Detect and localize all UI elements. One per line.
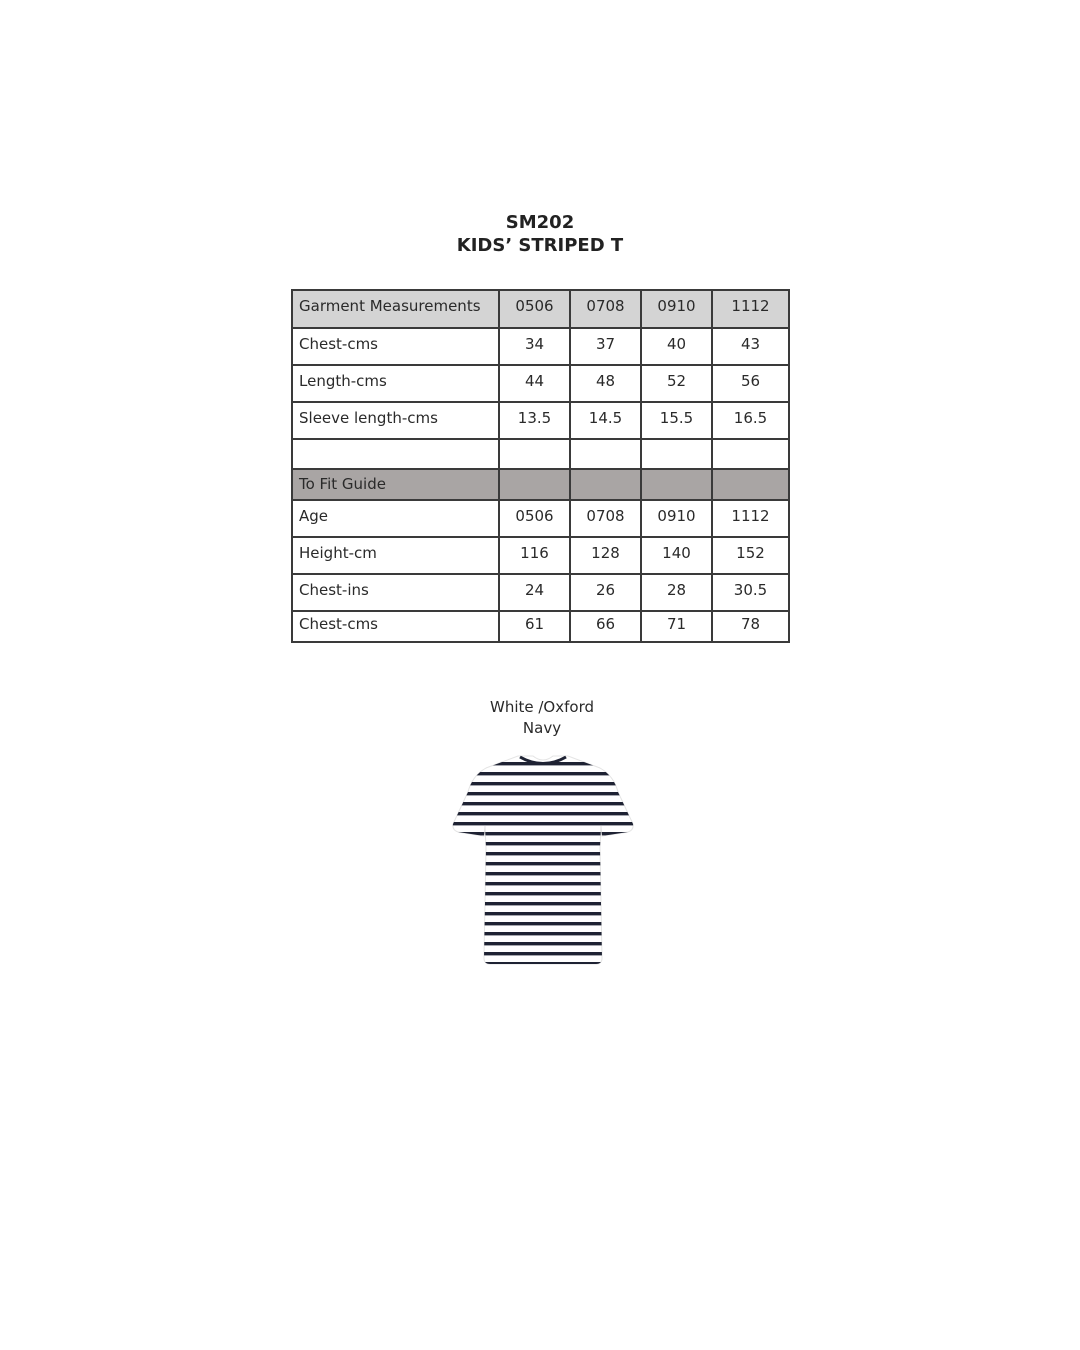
fit-guide-header-row (292, 469, 789, 500)
product-title-block (0, 211, 1080, 257)
empty-cell (712, 439, 789, 469)
row-label: Sleeve length-cms (292, 402, 499, 439)
table-row (292, 611, 789, 642)
row-label: Height-cm (292, 537, 499, 574)
table-cell: 0910 (641, 500, 712, 537)
empty-cell (499, 439, 570, 469)
fit-guide-label: To Fit Guide (292, 469, 499, 500)
size-header: 0708 (570, 290, 641, 328)
table-cell: 37 (570, 328, 641, 365)
table-cell: 128 (570, 537, 641, 574)
shirt-stripe (448, 902, 638, 905)
table-cell: 43 (712, 328, 789, 365)
table-row (292, 537, 789, 574)
table-cell: 40 (641, 328, 712, 365)
product-code: SM202 (505, 212, 575, 233)
table-cell: 152 (712, 537, 789, 574)
table-cell: 0506 (499, 500, 570, 537)
shirt-stripe (448, 812, 638, 815)
garment-header-label: Garment Measurements (292, 290, 499, 328)
empty-cell (570, 439, 641, 469)
row-label: Length-cms (292, 365, 499, 402)
table-row (292, 328, 789, 365)
table-cell: 78 (712, 611, 789, 642)
shirt-stripe (448, 932, 638, 935)
table-cell: 48 (570, 365, 641, 402)
garment-header-row (292, 290, 789, 328)
table-cell: 13.5 (499, 402, 570, 439)
table-cell: 140 (641, 537, 712, 574)
striped-tshirt-icon (448, 752, 638, 968)
empty-cell (641, 439, 712, 469)
row-label: Chest-ins (292, 574, 499, 611)
table-cell: 28 (641, 574, 712, 611)
product-name: KIDS’ STRIPED T (456, 235, 624, 256)
empty-cell (292, 439, 499, 469)
table-cell: 34 (499, 328, 570, 365)
shirt-stripe (448, 912, 638, 915)
colour-line-1: White /Oxford (489, 698, 594, 716)
shirt-stripe (448, 952, 638, 955)
empty-cell (570, 469, 641, 500)
empty-cell (499, 469, 570, 500)
table-cell: 61 (499, 611, 570, 642)
shirt-stripe (448, 802, 638, 805)
table-cell: 66 (570, 611, 641, 642)
size-chart-table (291, 289, 790, 643)
table-cell: 0708 (570, 500, 641, 537)
table-cell: 52 (641, 365, 712, 402)
size-header: 0506 (499, 290, 570, 328)
shirt-stripe (448, 842, 638, 845)
shirt-stripe (448, 822, 638, 825)
row-label: Chest-cms (292, 328, 499, 365)
shirt-stripe (448, 942, 638, 945)
size-header: 1112 (712, 290, 789, 328)
empty-cell (641, 469, 712, 500)
shirt-stripe (448, 922, 638, 925)
table-row (292, 500, 789, 537)
row-label: Chest-cms (292, 611, 499, 642)
table-cell: 24 (499, 574, 570, 611)
table-cell: 30.5 (712, 574, 789, 611)
shirt-stripe (448, 882, 638, 885)
table-cell: 26 (570, 574, 641, 611)
table-cell: 44 (499, 365, 570, 402)
shirt-stripe (448, 962, 638, 965)
table-cell: 116 (499, 537, 570, 574)
table-cell: 71 (641, 611, 712, 642)
table-cell: 14.5 (570, 402, 641, 439)
shirt-stripe (448, 892, 638, 895)
shirt-stripe (448, 862, 638, 865)
table-row (292, 365, 789, 402)
table-row (292, 402, 789, 439)
colour-line-2: Navy (522, 719, 562, 737)
shirt-stripe (448, 782, 638, 785)
spacer-row (292, 439, 789, 469)
shirt-stripe (448, 852, 638, 855)
size-header: 0910 (641, 290, 712, 328)
colour-caption (0, 697, 1080, 739)
table-cell: 15.5 (641, 402, 712, 439)
shirt-stripe (448, 872, 638, 875)
table-row (292, 574, 789, 611)
table-cell: 1112 (712, 500, 789, 537)
row-label: Age (292, 500, 499, 537)
shirt-stripe (448, 792, 638, 795)
table-cell: 56 (712, 365, 789, 402)
empty-cell (712, 469, 789, 500)
table-cell: 16.5 (712, 402, 789, 439)
